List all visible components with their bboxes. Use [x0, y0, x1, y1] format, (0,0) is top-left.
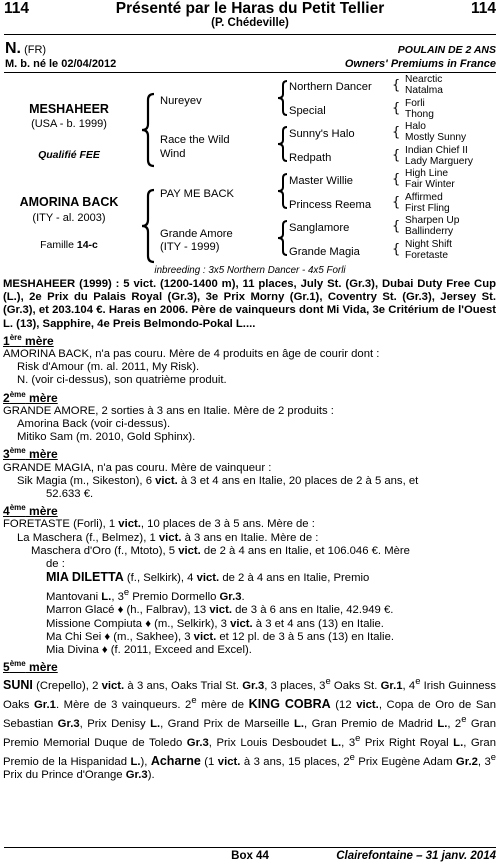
m2-line1: GRANDE AMORE, 2 sorties à 3 ans en Italie. Mère de 2 produits : [3, 404, 334, 417]
gen3-8: Grande Magia [289, 246, 360, 258]
m4-line1: FORETASTE (Forli), 1 vict., 10 places de 3 à 5 ans. Mère de : [3, 518, 315, 531]
m4-line7: Missione Compiuta ♦ (m., Selkirk), 3 vict. à 3 et 4 ans (13) en Italie. [46, 617, 384, 630]
gen4-10: Fair Winter [405, 179, 455, 190]
sire-sire: Nureyev [160, 95, 202, 107]
lot-number-right: 114 [470, 0, 496, 17]
dam-dam-line2: (ITY - 1999) [160, 241, 220, 253]
gen4-15: Night Shift [405, 239, 452, 250]
gen4-4: Thong [405, 109, 434, 120]
gen3-6: Princess Reema [289, 199, 372, 211]
gen4-9: High Line [405, 168, 449, 179]
m2-line2: Amorina Back (voir ci-dessus). [17, 418, 171, 431]
bracket-g4-6: { [392, 195, 401, 210]
m3-line3: 52.633 €. [46, 488, 94, 501]
gen3-7: Sanglamore [289, 222, 350, 234]
box-number: Box 44 [231, 850, 269, 862]
horse-country: (FR) [24, 44, 47, 56]
sire-dam-line2: Wind [160, 148, 186, 160]
m1-line3: N. (voir ci-dessus), son quatrième produit. [17, 374, 227, 387]
dam-family: Famille 14-c [40, 239, 98, 251]
gen4-12: First Fling [405, 203, 450, 214]
gen4-8: Lady Marguery [405, 156, 473, 167]
m4-line8: Ma Chi Sei ♦ (m., Sakhee), 3 vict. et 12 pl. de 3 à 5 ans (13) en Italie. [46, 630, 394, 643]
sire-dam-line1: Race the Wild [160, 134, 230, 146]
m4-line6: Marron Glacé ♦ (h., Falbrav), 13 vict. de 3 à 6 ans en Italie, 42.949 €. [46, 604, 394, 617]
sire-record: MESHAHEER (1999) : 5 vict. (1200-1400 m), 11 places, July St. (Gr.3), Dubai Duty Free Cup (L.), 2e Prix du Palais Royal (Gr.3), 3e Prix Morny (Gr.1), Coventry St. (Gr.3), Jersey St. (Gr.3), et 203.104 €. Haras en 2006. Père de vainqueurs dont Mi Vida, 3e Critérium de l'Ouest L. (13), Sapphire, 4e Preis Belmondo-Pokal L.... [3, 278, 496, 330]
gen4-1: Nearctic [405, 74, 443, 85]
bracket-g4-4: { [392, 148, 401, 163]
m4-line5: Mantovani L., 3e Premio Dormello Gr.3. [46, 586, 245, 604]
dam-dam-line1: Grande Amore [160, 228, 233, 240]
gen4-6: Mostly Sunny [405, 132, 467, 143]
dam-bracket [134, 186, 160, 266]
inbreeding-note: inbreeding : 3x5 Northern Dancer - 4x5 Forli [154, 265, 346, 276]
sire-info: (USA - b. 1999) [31, 118, 107, 130]
gen3-4: Redpath [289, 152, 332, 164]
m3-line2: Sik Magia (m., Sikeston), 6 vict. à 3 et 4 ans en Italie, 20 places de 2 à 5 ans, et [17, 474, 419, 487]
horse-category: POULAIN DE 2 ANS [397, 44, 496, 56]
gen3-5: Master Willie [289, 175, 354, 187]
m1-line2: Risk d'Amour (m. al. 2011, My Risk). [17, 361, 200, 374]
catalog-body [3, 278, 496, 783]
dam-sire: PAY ME BACK [160, 188, 234, 200]
section-3eme-mere: 3ème mère [3, 446, 58, 462]
gen4-14: Ballinderry [405, 226, 454, 237]
m4-line9: Mia Divina ♦ (f. 2011, Exceed and Excel). [46, 644, 252, 657]
dam-info: (ITY - al. 2003) [32, 212, 106, 224]
gen3-1: Northern Dancer [289, 81, 372, 93]
m1-line1: AMORINA BACK, n'a pas couru. Mère de 4 produits en âge de courir dont : [3, 348, 380, 361]
gen4-16: Foretaste [405, 250, 449, 261]
m4-line4: MIA DILETTA (f., Selkirk), 4 vict. de 2 à 4 ans en Italie, Premio [46, 570, 370, 585]
sire-bracket [134, 90, 160, 170]
gen4-5: Halo [405, 121, 426, 132]
catalog-header [4, 0, 496, 16]
gen4-2: Natalma [405, 85, 443, 96]
bracket-g4-2: { [392, 101, 401, 116]
sale-info: Clairefontaine – 31 janv. 2014 [336, 850, 496, 862]
m4-line3: Maschera d'Oro (f., Mtoto), 5 vict. de 2 à 4 ans en Italie, et 106.046 €. Mère [31, 544, 410, 557]
gen4-3: Forli [405, 98, 425, 109]
horse-birth: M. b. né le 02/04/2012 [5, 58, 117, 70]
horse-name: N. [5, 40, 21, 57]
m2-line3: Mitiko Sam (m. 2010, Gold Sphinx). [17, 431, 196, 444]
m5-paragraph: SUNI (Crepello), 2 vict. à 3 ans, Oaks Trial St. Gr.3, 3 places, 3e Oaks St. Gr.1, 4e Irish Guinness Oaks Gr.1. Mère de 3 vainqueurs. 2e mère de KING COBRA (12 vict., Copa de Oro de San Sebastian Gr.3, Prix Denisy L., Grand Prix de Marseille L., Gran Premio de Madrid L., 2e Gran Premio Memorial Duque de Toledo Gr.3, Prix Louis Desboudet L., 3e Prix Right Royal L., Gran Premio de la Hispanidad L.), Acharne (1 vict. à 3 ans, 15 places, 2e Prix Eugène Adam Gr.2, 3e Prix du Prince d'Orange Gr.3). [3, 675, 497, 782]
sire-name: MESHAHEER [29, 102, 109, 116]
header-divider [4, 34, 496, 35]
dam-name: AMORINA BACK [19, 195, 119, 209]
owners-premiums: Owners' Premiums in France [344, 58, 496, 70]
m3-line1: GRANDE MAGIA, n'a pas couru. Mère de vainqueur : [3, 461, 272, 474]
section-2eme-mere: 2ème mère [3, 389, 58, 405]
section-5eme-mere: 5ème mère [3, 659, 58, 675]
gen3-2: Special [289, 105, 326, 117]
bracket-g4-1: { [392, 78, 401, 93]
m4-line3b: de : [46, 558, 65, 571]
horse-identity [5, 40, 496, 56]
gen3-3: Sunny's Halo [289, 128, 355, 140]
section-4eme-mere: 4ème mère [3, 503, 58, 519]
bracket-g4-3: { [392, 125, 401, 140]
bracket-g4-5: { [392, 172, 401, 187]
gen4-11: Affirmed [405, 192, 443, 203]
bracket-g4-8: { [392, 242, 401, 257]
page-title: Présenté par le Haras du Petit Tellier [115, 0, 385, 17]
gen4-13: Sharpen Up [405, 215, 460, 226]
gen4-7: Indian Chief II [405, 145, 468, 156]
bracket-g4-7: { [392, 219, 401, 234]
lot-number-left: 114 [4, 0, 30, 17]
footer-divider [4, 847, 496, 848]
pedigree-table [0, 72, 500, 266]
birth-line [5, 58, 496, 70]
m4-line2: La Maschera (f., Belmez), 1 vict. à 3 ans en Italie. Mère de : [17, 531, 319, 544]
sire-qualification: Qualifié FEE [38, 149, 100, 161]
presenter: (P. Chédeville) [211, 17, 289, 29]
section-1ere-mere: 1ère mère [3, 332, 54, 348]
